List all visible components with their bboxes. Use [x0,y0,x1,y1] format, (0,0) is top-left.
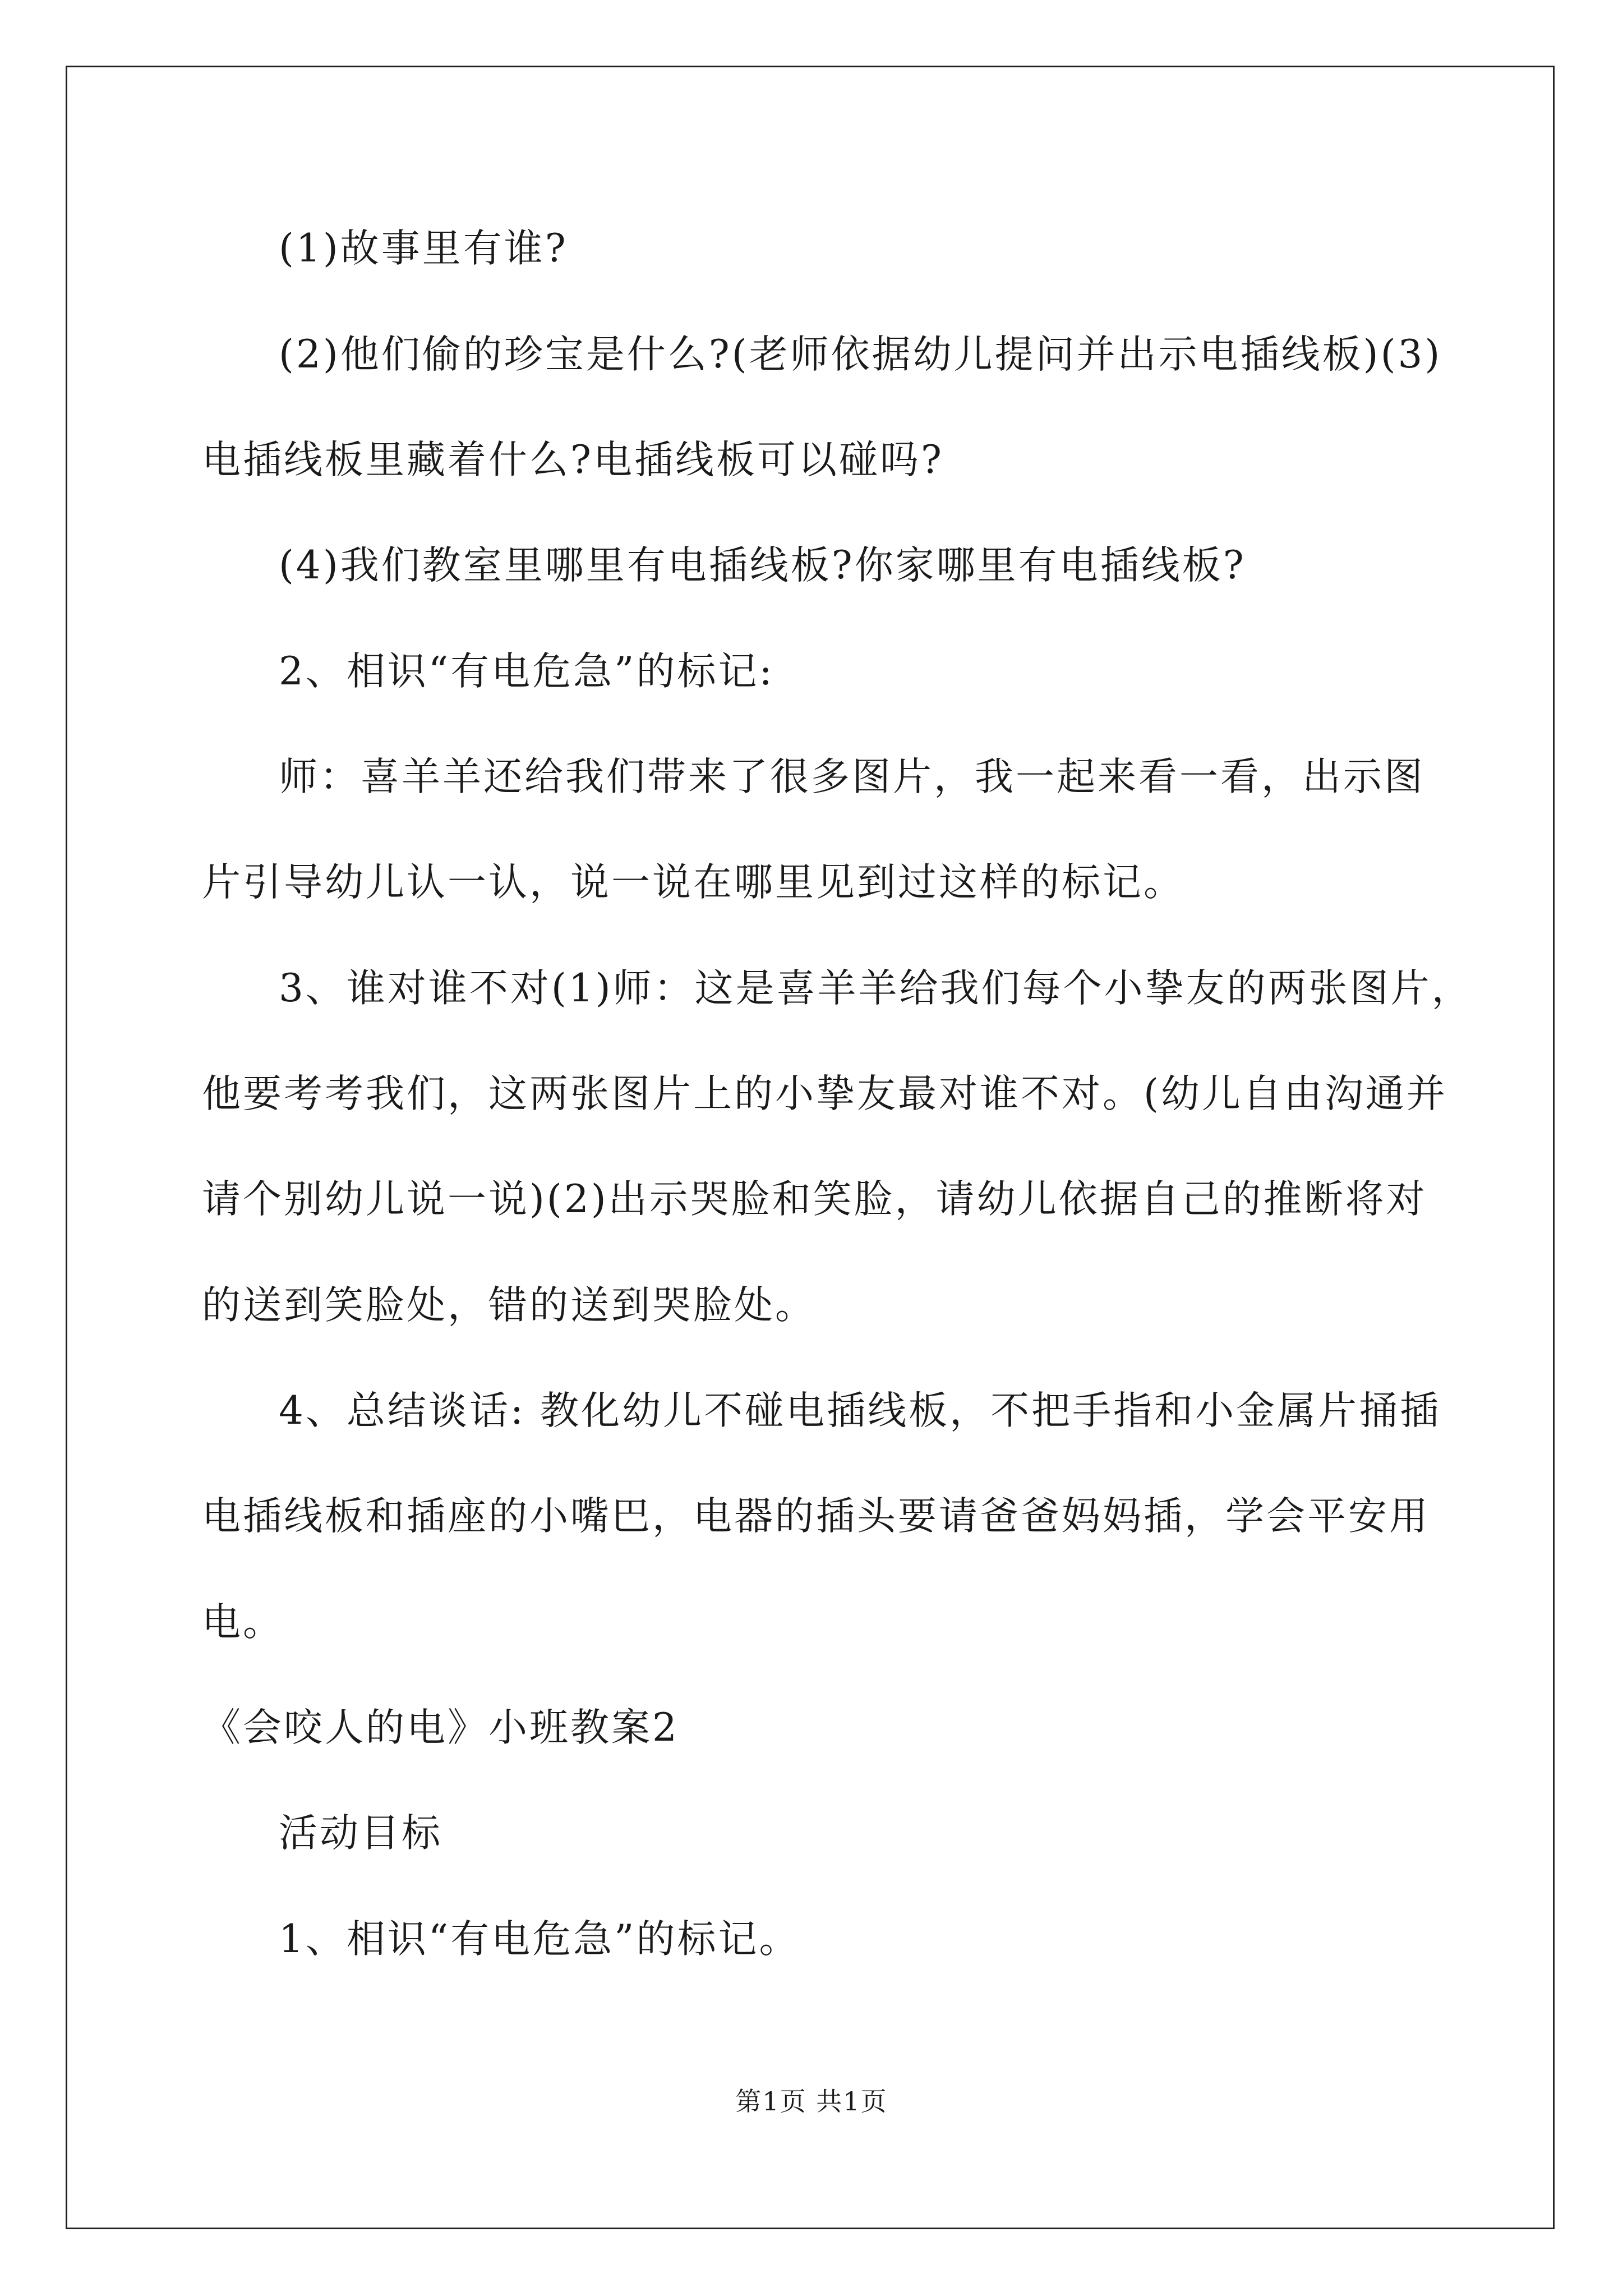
text-line: 师：喜羊羊还给我们带来了很多图片，我一起来看一看，出示图 [279,754,1425,799]
text-line: 电插线板里藏着什么?电插线板可以碰吗? [202,438,944,482]
text-line: 他要考考我们，这两张图片上的小挚友最对谁不对。(幼儿自由沟通并 [202,1071,1447,1116]
section-heading: 活动目标 [279,1811,442,1856]
text-line: 请个别幼儿说一说)(2)出示哭脸和笑脸，请幼儿依据自己的推断将对 [202,1177,1427,1222]
text-line: 的送到笑脸处，错的送到哭脸处。 [202,1283,816,1328]
text-line: 1、相识“有电危急”的标记。 [279,1917,800,1962]
section-heading: 3、谁对谁不对(1)师：这是喜羊羊给我们每个小挚友的两张图片， [279,966,1473,1011]
text-line: 电。 [202,1600,284,1645]
section-heading: 2、相识“有电危急”的标记: [279,649,774,694]
text-line: (4)我们教室里哪里有电插线板?你家哪里有电插线板? [279,543,1246,588]
text-line: 片引导幼儿认一认，说一说在哪里见到过这样的标记。 [202,860,1184,905]
document-title: 《会咬人的电》小班教案2 [202,1705,679,1750]
text-line: (1)故事里有谁? [279,226,568,271]
text-line: (2)他们偷的珍宝是什么?(老师依据幼儿提问并出示电插线板)(3) [279,332,1442,377]
page-footer: 第1页 共1页 [735,2086,888,2116]
text-line: 电插线板和插座的小嘴巴，电器的插头要请爸爸妈妈插，学会平安用 [202,1494,1430,1539]
page-border [66,66,1555,2229]
section-heading: 4、总结谈话: 教化幼儿不碰电插线板，不把手指和小金属片捅插 [279,1388,1441,1433]
